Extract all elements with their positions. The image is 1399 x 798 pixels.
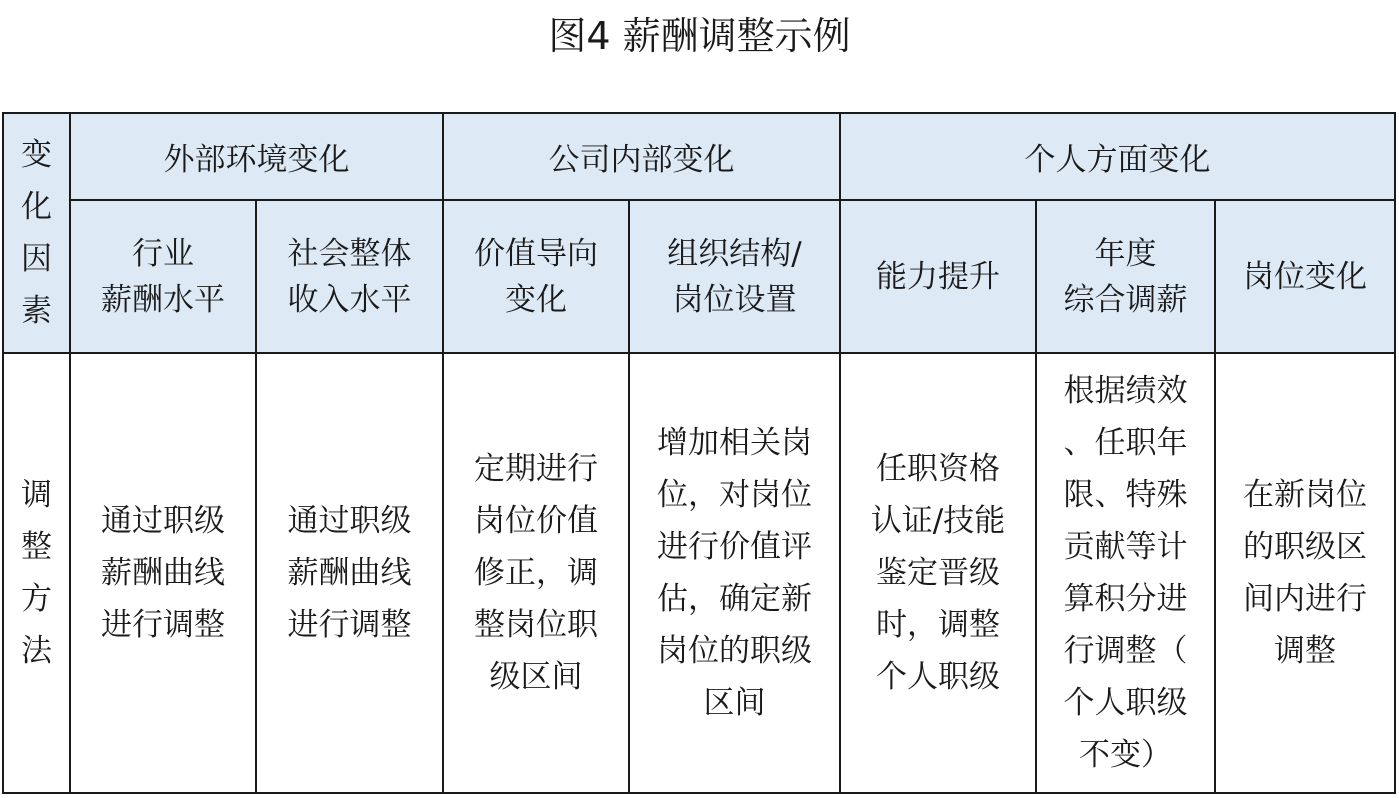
- factor-header: 岗位变化: [1215, 200, 1395, 353]
- method-cell: 在新岗位 的职级区 间内进行 调整: [1215, 353, 1395, 793]
- salary-adjustment-table: [2, 112, 1396, 794]
- method-cell: 根据绩效 、任职年 限、特殊 贡献等计 算积分进 行调整（ 个人职级 不变）: [1036, 353, 1215, 793]
- factor-header: 组织结构/ 岗位设置: [629, 200, 840, 353]
- factor-header: 行业 薪酬水平: [70, 200, 256, 353]
- row-header-methods: 调 整 方 法: [3, 353, 70, 793]
- factor-header: 社会整体 收入水平: [256, 200, 443, 353]
- method-cell: 通过职级 薪酬曲线 进行调整: [256, 353, 443, 793]
- group-header-personal: 个人方面变化: [840, 113, 1395, 200]
- method-cell: 增加相关岗 位，对岗位 进行价值评 估，确定新 岗位的职级 区间: [629, 353, 840, 793]
- method-cell: 任职资格 认证/技能 鉴定晋级 时，调整 个人职级: [840, 353, 1036, 793]
- group-header-internal: 公司内部变化: [443, 113, 840, 200]
- method-cell: 定期进行 岗位价值 修正，调 整岗位职 级区间: [443, 353, 629, 793]
- page-title: 图4 薪酬调整示例: [548, 14, 851, 58]
- factor-header: 年度 综合调薪: [1036, 200, 1215, 353]
- group-header-external: 外部环境变化: [70, 113, 443, 200]
- factor-header: 价值导向 变化: [443, 200, 629, 353]
- method-cell: 通过职级 薪酬曲线 进行调整: [70, 353, 256, 793]
- row-header-factors: 变 化 因 素: [3, 113, 70, 353]
- factor-header: 能力提升: [840, 200, 1036, 353]
